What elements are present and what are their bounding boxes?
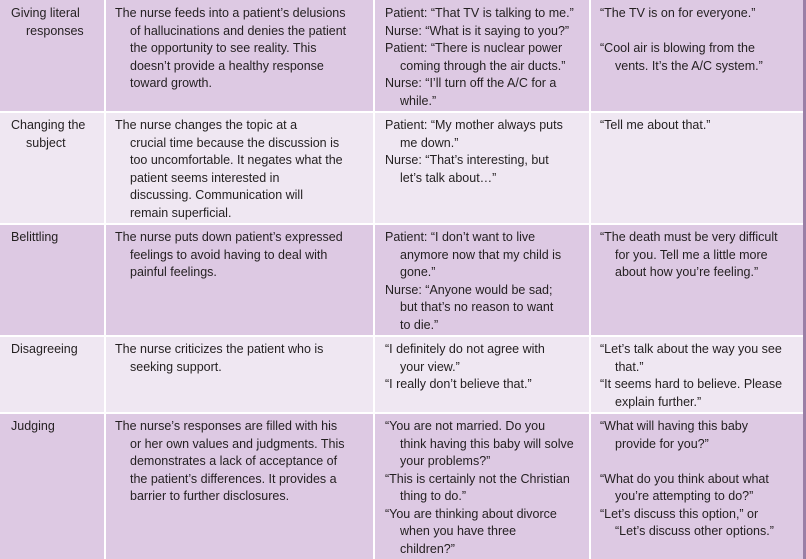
alternative-line: “Tell me about that.” bbox=[600, 118, 711, 132]
alternative-line: “It seems hard to believe. Please bbox=[600, 377, 783, 391]
description-line: of hallucinations and denies the patient bbox=[130, 23, 347, 38]
example-line: think having this baby will solve bbox=[400, 436, 574, 451]
row-divider bbox=[0, 111, 806, 113]
alternative-line: provide for you?” bbox=[615, 436, 709, 451]
example-line: children?” bbox=[400, 541, 455, 556]
example-line: “This is certainly not the Christian bbox=[385, 471, 570, 486]
example-line: but that’s no reason to want bbox=[400, 300, 554, 314]
example-line: Patient: “My mother always puts bbox=[385, 118, 563, 132]
example-line: Patient: “That TV is talking to me.” bbox=[385, 6, 574, 20]
table-row-changing-the-subject bbox=[0, 112, 806, 224]
row-divider bbox=[0, 335, 806, 337]
alternative-line: “Let’s discuss this option,” or bbox=[600, 506, 759, 521]
term-line: Judging bbox=[11, 419, 55, 433]
table-row-judging bbox=[0, 413, 806, 559]
example-cell bbox=[385, 229, 561, 334]
alternative-cell bbox=[600, 229, 778, 282]
alternative-cell bbox=[600, 117, 710, 135]
term-cell bbox=[11, 5, 84, 40]
description-line: patient seems interested in bbox=[130, 170, 280, 185]
example-cell bbox=[385, 418, 574, 558]
example-line: Nurse: “I’ll turn off the A/C for a bbox=[385, 76, 557, 90]
description-cell bbox=[115, 229, 343, 282]
table-row-giving-literal-responses bbox=[0, 0, 806, 112]
alternative-spacer bbox=[600, 23, 763, 41]
table-row-belittling bbox=[0, 224, 806, 336]
alternative-line: “What do you think about what bbox=[600, 471, 769, 486]
description-cell bbox=[115, 341, 323, 376]
description-line: barrier to further disclosures. bbox=[130, 489, 290, 503]
example-line: gone.” bbox=[400, 265, 436, 279]
example-line: when you have three bbox=[400, 524, 517, 538]
term-line: Changing the bbox=[11, 118, 86, 132]
column-divider bbox=[104, 0, 106, 559]
example-line: coming through the air ducts.” bbox=[400, 58, 566, 73]
term-line: Disagreeing bbox=[11, 342, 78, 356]
description-line: or her own values and judgments. This bbox=[130, 436, 345, 451]
term-line: Belittling bbox=[11, 230, 59, 244]
term-cell bbox=[11, 117, 85, 152]
description-line: seeking support. bbox=[130, 359, 222, 374]
example-line: to die.” bbox=[400, 317, 439, 332]
example-line: Patient: “I don’t want to live bbox=[385, 230, 536, 244]
alternative-line: “Cool air is blowing from the bbox=[600, 41, 755, 55]
example-line: “You are not married. Do you bbox=[385, 419, 546, 433]
column-divider bbox=[373, 0, 375, 559]
description-line: the patient’s differences. It provides a bbox=[130, 471, 337, 486]
alternative-line: that.” bbox=[615, 359, 644, 374]
example-line: Patient: “There is nuclear power bbox=[385, 41, 563, 55]
term-line: responses bbox=[26, 23, 84, 38]
example-line: Nurse: “Anyone would be sad; bbox=[385, 282, 553, 297]
description-line: toward growth. bbox=[130, 76, 212, 90]
description-line: The nurse criticizes the patient who is bbox=[115, 342, 324, 356]
example-line: me down.” bbox=[400, 135, 459, 150]
alternative-line: about how you’re feeling.” bbox=[615, 265, 759, 279]
description-line: The nurse feeds into a patient’s delusions bbox=[115, 6, 346, 20]
description-line: demonstrates a lack of acceptance of bbox=[130, 454, 338, 468]
alternative-line: vents. It’s the A/C system.” bbox=[615, 58, 763, 73]
term-line: subject bbox=[26, 135, 66, 150]
example-line: “You are thinking about divorce bbox=[385, 506, 557, 521]
term-line: Giving literal bbox=[11, 6, 80, 20]
example-cell bbox=[385, 341, 545, 394]
alternative-line: “Let’s talk about the way you see bbox=[600, 342, 782, 356]
alternative-line: “The TV is on for everyone.” bbox=[600, 6, 756, 20]
alternative-line: for you. Tell me a little more bbox=[615, 247, 768, 262]
example-cell bbox=[385, 5, 574, 110]
description-line: The nurse changes the topic at a bbox=[115, 118, 298, 132]
example-line: Nurse: “That’s interesting, but bbox=[385, 153, 549, 167]
description-line: discussing. Communication will bbox=[130, 188, 303, 202]
description-line: painful feelings. bbox=[130, 265, 217, 279]
alternative-cell bbox=[600, 5, 763, 75]
example-line: “I really don’t believe that.” bbox=[385, 377, 532, 391]
example-cell bbox=[385, 117, 563, 187]
description-cell bbox=[115, 117, 343, 222]
example-line: your view.” bbox=[400, 359, 460, 374]
alternative-line: “What will having this baby bbox=[600, 419, 748, 433]
alternative-line: “Let’s discuss other options.” bbox=[615, 524, 774, 538]
description-line: remain superficial. bbox=[130, 205, 232, 220]
alternative-line: explain further.” bbox=[615, 394, 702, 409]
table-row-disagreeing bbox=[0, 336, 806, 413]
example-line: Nurse: “What is it saying to you?” bbox=[385, 23, 570, 38]
example-line: “I definitely do not agree with bbox=[385, 342, 545, 356]
term-cell bbox=[11, 229, 58, 247]
description-line: crucial time because the discussion is bbox=[130, 135, 340, 150]
description-line: doesn’t provide a healthy response bbox=[130, 58, 324, 73]
description-cell bbox=[115, 5, 346, 93]
description-line: The nurse’s responses are filled with his bbox=[115, 419, 338, 433]
alternative-line: you’re attempting to do?” bbox=[615, 489, 754, 503]
example-line: thing to do.” bbox=[400, 489, 467, 503]
example-line: anymore now that my child is bbox=[400, 247, 562, 262]
description-line: The nurse puts down patient’s expressed bbox=[115, 230, 343, 244]
term-cell bbox=[11, 341, 78, 359]
description-line: too uncomfortable. It negates what the bbox=[130, 153, 343, 167]
alternative-cell bbox=[600, 418, 774, 541]
description-cell bbox=[115, 418, 344, 506]
alternative-cell bbox=[600, 341, 782, 411]
alternative-spacer bbox=[600, 453, 774, 471]
term-cell bbox=[11, 418, 55, 436]
description-line: feelings to avoid having to deal with bbox=[130, 247, 328, 262]
example-line: your problems?” bbox=[400, 454, 491, 468]
column-divider bbox=[589, 0, 591, 559]
row-divider bbox=[0, 412, 806, 414]
row-divider bbox=[0, 223, 806, 225]
description-line: the opportunity to see reality. This bbox=[130, 41, 317, 55]
alternative-line: “The death must be very difficult bbox=[600, 230, 778, 244]
example-line: while.” bbox=[400, 93, 437, 108]
example-line: let’s talk about…” bbox=[400, 170, 497, 185]
